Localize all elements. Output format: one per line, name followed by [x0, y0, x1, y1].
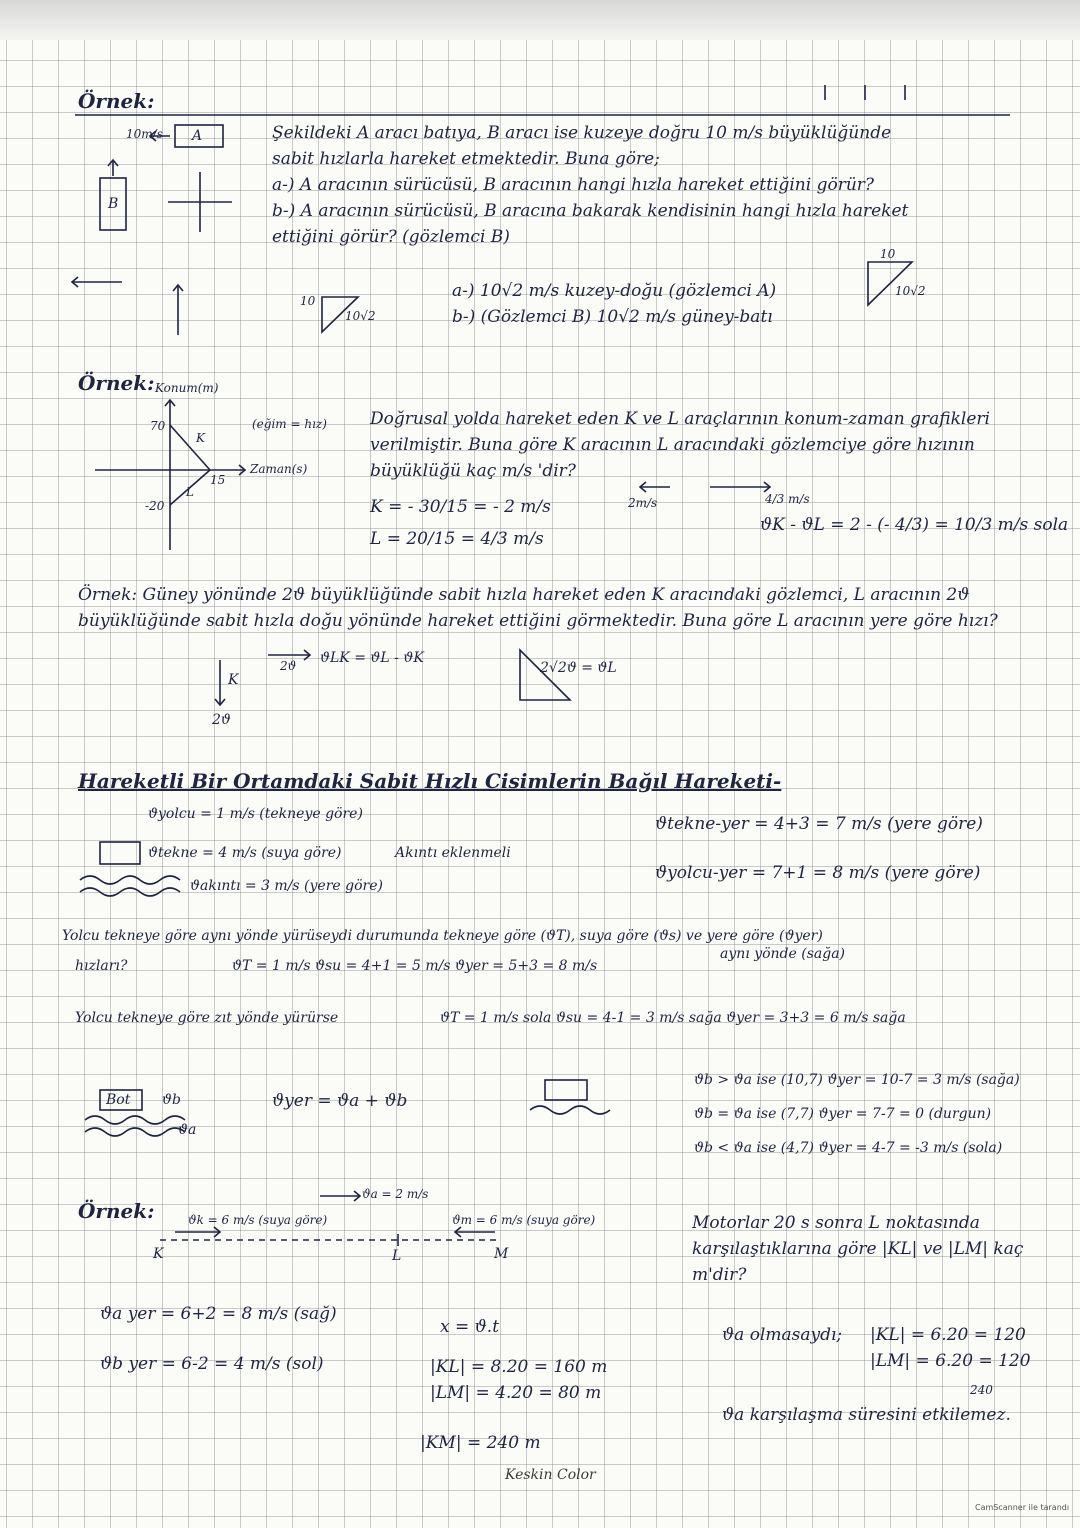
graph-x-label: Zaman(s) [250, 462, 308, 476]
case-3: ϑb < ϑa ise (4,7) ϑyer = 4-7 = -3 m/s (sola) [694, 1140, 1003, 1156]
ex4-lm: |LM| = 4.20 = 80 m [430, 1383, 602, 1403]
ex3-fig-k: K [228, 672, 239, 688]
graph-y-label: Konum(m) [155, 381, 219, 395]
r-tekne: ϑtekne-yer = 4+3 = 7 m/s (yere göre) [655, 814, 983, 834]
ex1-question-b: b-) A aracının sürücüsü, B aracına bakarak kendisinin hangi hızla hareket [272, 201, 909, 221]
q-opp-dir-calc: ϑT = 1 m/s sola ϑsu = 4-1 = 3 m/s sağa ϑyer = 3+3 = 6 m/s sağa [440, 1010, 906, 1026]
v-tekne: ϑtekne = 4 m/s (suya göre) [148, 845, 342, 861]
ex3-fig-2v-down: 2ϑ [212, 712, 231, 728]
arrow-k-label: 2m/s [628, 496, 658, 510]
q-same-dir: Yolcu tekneye göre aynı yönde yürüseydi durumunda tekneye göre (ϑT), suya göre (ϑs) ve yere göre (ϑyer) [62, 928, 823, 944]
arrow-l-label: 4/3 m/s [765, 492, 810, 506]
fig-tri-b-10r2: 10√2 [895, 284, 926, 298]
vector-sum-eq: ϑyer = ϑa + ϑb [272, 1091, 408, 1111]
v-yolcu: ϑyolcu = 1 m/s (tekneye göre) [148, 806, 363, 822]
ex4-q1: Motorlar 20 s sonra L noktasında [692, 1213, 980, 1233]
ex4-formula: x = ϑ.t [440, 1317, 500, 1337]
ex3-result: 2√2ϑ = ϑL [540, 660, 617, 676]
ex4-va: ϑa = 2 m/s [362, 1187, 429, 1201]
ex2-para-2: verilmiştir. Buna göre K aracının L aracındaki gözlemciye göre hızının [370, 435, 975, 455]
fig-car-b: B [108, 196, 119, 212]
boat-rect [100, 842, 140, 864]
fig-tri-b-10: 10 [880, 247, 896, 261]
ex1-para-2: sabit hızlarla hareket etmektedir. Buna göre; [272, 149, 660, 169]
ex2-para-1: Doğrusal yolda hareket eden K ve L araçlarının konum-zaman grafikleri [370, 409, 990, 429]
example1-heading: Örnek: [78, 89, 155, 113]
wave [85, 1116, 185, 1124]
ex1-para-1: Şekildeki A aracı batıya, B aracı ise kuzeye doğru 10 m/s büyüklüğünde [272, 123, 892, 143]
ex2-para-3: büyüklüğü kaç m/s 'dir? [370, 461, 576, 481]
ex4-note-5: ϑa karşılaşma süresini etkilemez. [722, 1405, 1011, 1425]
ex4-vm: ϑm = 6 m/s (suya göre) [452, 1213, 596, 1227]
case-2: ϑb = ϑa ise (7,7) ϑyer = 7-7 = 0 (durgun) [694, 1106, 992, 1122]
graph-y-top: 70 [150, 419, 166, 433]
ex4-calc-1: ϑa yer = 6+2 = 8 m/s (sağ) [100, 1304, 337, 1324]
scanner-watermark: CamScanner ile tarandı [975, 1503, 1070, 1512]
q-opp-dir: Yolcu tekneye göre zıt yönde yürürse [75, 1010, 339, 1026]
fig-velocity-label: 10m/s [126, 127, 163, 141]
bot-rect-2 [545, 1080, 587, 1100]
ex1-answer-a: a-) 10√2 m/s kuzey-doğu (gözlemci A) [452, 281, 777, 301]
ex4-vk: ϑk = 6 m/s (suya göre) [188, 1213, 328, 1227]
wave [80, 888, 180, 896]
ex4-note-1: ϑa olmasaydı; [722, 1325, 843, 1345]
bot-vb: ϑb [162, 1092, 181, 1108]
q-same-dir-note: aynı yönde (sağa) [720, 946, 846, 962]
ex3-line-1: Örnek: Güney yönünde 2ϑ büyüklüğünde sabit hızla hareket eden K aracındaki gözlemci, L aracının 2ϑ [78, 585, 970, 605]
v-akinti: ϑakıntı = 3 m/s (yere göre) [190, 878, 383, 894]
q-same-dir-calc: ϑT = 1 m/s ϑsu = 4+1 = 5 m/s ϑyer = 5+3 = 8 m/s [232, 958, 598, 974]
q-same-dir-2: hızları? [75, 958, 128, 974]
ex2-result: ϑK - ϑL = 2 - (- 4/3) = 10/3 m/s sola [760, 515, 1069, 535]
ex3-fig-2v-east: 2ϑ [280, 659, 297, 673]
section-title: Hareketli Bir Ortamdaki Sabit Hızlı Cisimlerin Bağıl Hareketi- [78, 769, 782, 793]
point-m: M [494, 1246, 509, 1262]
r-yolcu: ϑyolcu-yer = 7+1 = 8 m/s (yere göre) [655, 863, 981, 883]
graph-line-l-label: L [186, 485, 194, 499]
graph-y-bottom: -20 [145, 499, 165, 513]
wave [80, 876, 180, 884]
ex3-relation: ϑLK = ϑL - ϑK [320, 650, 424, 666]
graph-line-k-label: K [196, 431, 205, 445]
ex4-q2: karşılaştıklarına göre |KL| ve |LM| kaç [692, 1239, 1024, 1259]
fig-tri-10: 10 [300, 294, 316, 308]
fig-tri-10r2: 10√2 [345, 309, 376, 323]
ex4-calc-2: ϑb yer = 6-2 = 4 m/s (sol) [100, 1354, 324, 1374]
case-1: ϑb > ϑa ise (10,7) ϑyer = 10-7 = 3 m/s (sağa) [694, 1072, 1020, 1088]
point-k: K [153, 1246, 164, 1262]
graph-t-value: 15 [210, 473, 226, 487]
ex4-km: |KM| = 240 m [420, 1433, 541, 1453]
wave [530, 1106, 610, 1114]
ex4-note-2: |KL| = 6.20 = 120 [870, 1325, 1026, 1345]
paper-brand: Keskin Color [505, 1467, 596, 1483]
ex4-q3: m'dir? [692, 1265, 747, 1285]
ex1-question-a: a-) A aracının sürücüsü, B aracının hangi hızla hareket ettiğini görür? [272, 175, 875, 195]
slope-note: (eğim = hız) [252, 417, 327, 431]
ex4-note-4: 240 [970, 1383, 993, 1397]
example2-heading: Örnek: [78, 371, 155, 395]
point-l: L [392, 1248, 402, 1264]
bot-label: Bot [106, 1092, 131, 1108]
ex1-question-b2: ettiğini görür? (gözlemci B) [272, 227, 510, 247]
ex1-answer-b: b-) (Gözlemci B) 10√2 m/s güney-batı [452, 307, 773, 327]
example4-heading: Örnek: [78, 1199, 155, 1223]
akinti-note: Akıntı eklenmeli [395, 845, 511, 861]
ex2-calc-l: L = 20/15 = 4/3 m/s [370, 529, 544, 549]
bot-va: ϑa [178, 1122, 197, 1138]
ex3-line-2: büyüklüğünde sabit hızla doğu yönünde hareket ettiğini görmektedir. Buna göre L aracının yere göre hızı? [78, 611, 998, 631]
fig-car-a: A [192, 128, 203, 144]
ex4-kl: |KL| = 8.20 = 160 m [430, 1357, 608, 1377]
ex4-note-3: |LM| = 6.20 = 120 [870, 1351, 1031, 1371]
wave [85, 1128, 185, 1136]
ex2-calc-k: K = - 30/15 = - 2 m/s [370, 497, 551, 517]
